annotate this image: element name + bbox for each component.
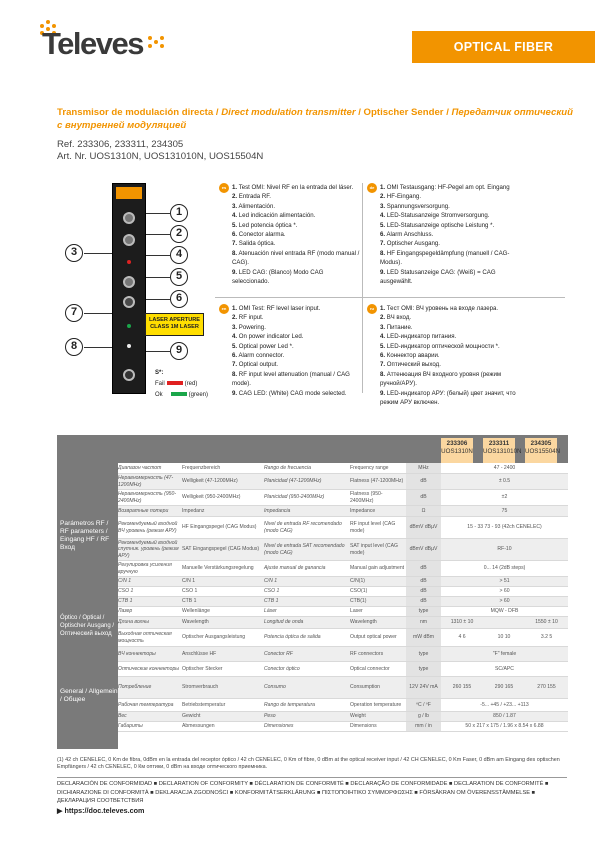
table-row bbox=[118, 647, 568, 662]
cell-value-233306: 260 155 bbox=[452, 684, 472, 691]
cell-es: Conector óptico bbox=[264, 665, 300, 672]
list-item: 9. LED-индикатор АРУ: (белый) цвет значит, что режим АРУ включен. bbox=[380, 389, 516, 407]
cell-es: CTB 1 bbox=[264, 598, 279, 605]
cell-unit: type bbox=[406, 662, 441, 676]
cell-en: Laser bbox=[350, 608, 363, 615]
cell-es: Conector RF bbox=[264, 650, 293, 657]
list-item: 4. LED-индикатор питания. bbox=[380, 333, 457, 341]
cell-de: CTB 1 bbox=[182, 598, 197, 605]
list-item: 2. Entrada RF. bbox=[232, 193, 271, 201]
cell-en: Weight bbox=[350, 713, 366, 720]
cell-de: Impedanz bbox=[182, 507, 205, 514]
cell-de: C/N 1 bbox=[182, 578, 196, 585]
cell-value: RF-10 bbox=[497, 546, 512, 553]
callout-8: 8 bbox=[65, 338, 83, 356]
callout-4: 4 bbox=[170, 246, 188, 264]
cell-de: Betriebstemperatur bbox=[182, 701, 226, 708]
cell-ru: ВЧ коннекторы bbox=[118, 650, 156, 657]
cell-ru: Вес bbox=[118, 713, 127, 720]
list-item: 6. Alarm connector. bbox=[232, 352, 285, 360]
list-item: 7. Optischer Ausgang. bbox=[380, 240, 440, 248]
table-row bbox=[118, 597, 568, 607]
cell-es: Consumo bbox=[264, 684, 286, 691]
cell-de: CSO 1 bbox=[182, 588, 198, 595]
cell-de: Optischer Stecker bbox=[182, 665, 223, 672]
list-item: 7. Salida óptica. bbox=[232, 240, 276, 248]
cell-value-233311: 10 10 bbox=[497, 634, 511, 641]
table-row bbox=[118, 617, 568, 629]
table-row bbox=[118, 712, 568, 722]
cell-unit: dB bbox=[406, 597, 441, 606]
callout-2: 2 bbox=[170, 225, 188, 243]
callout-5: 5 bbox=[170, 268, 188, 286]
cell-unit: MHz bbox=[406, 463, 441, 473]
list-item: 6. Alarm Anschluss. bbox=[380, 231, 434, 239]
cell-value: -5... +45 / +23... +113 bbox=[480, 701, 529, 708]
cell-ru: Потребление bbox=[118, 684, 152, 691]
cell-ru: CTB 1 bbox=[118, 598, 133, 605]
table-row bbox=[118, 577, 568, 587]
table-row bbox=[118, 629, 568, 647]
list-item: 4. On power indicator Led. bbox=[232, 333, 304, 341]
brand-logo: Televes bbox=[42, 26, 143, 61]
cell-value-233311 bbox=[483, 617, 525, 628]
cell-es: Impedancia bbox=[264, 507, 291, 514]
cell-de: Wavelength bbox=[182, 619, 209, 626]
lang-badge-en: en bbox=[219, 304, 229, 314]
cell-value-233306: 4 6 bbox=[458, 634, 466, 641]
list-item: 3. Alimentación. bbox=[232, 202, 276, 210]
cell-value: 15 - 33 73 - 93 (42ch CENELEC) bbox=[467, 524, 542, 531]
cell-en: Output optical power bbox=[350, 634, 397, 641]
cell-ru: Рекомендуемый входной ВЧ уровень (режим АРУ) bbox=[118, 521, 178, 534]
callout-7: 7 bbox=[65, 304, 83, 322]
list-item: 3. Spannungsversorgung. bbox=[380, 202, 450, 210]
lang-badge-es: es bbox=[219, 183, 229, 193]
callout-4-line bbox=[146, 255, 170, 256]
table-row bbox=[118, 677, 568, 699]
callout-1: 1 bbox=[170, 204, 188, 222]
list-item: 4. LED-Statusanzeige Stromversorgung. bbox=[380, 212, 490, 220]
cell-value: > 60 bbox=[499, 598, 510, 605]
cell-value: 75 bbox=[501, 507, 508, 514]
list-item: 6. Conector alarma. bbox=[232, 231, 286, 239]
list-item: 5. LED-индикатор оптической мощности *. bbox=[380, 342, 500, 350]
cell-es: CSO 1 bbox=[264, 588, 280, 595]
cell-en: Wavelength bbox=[350, 619, 377, 626]
cell-en: RF connectors bbox=[350, 650, 384, 657]
cell-unit: dB bbox=[406, 490, 441, 505]
cell-de: Anschlüsse HF bbox=[182, 650, 217, 657]
cell-ru: Габариты bbox=[118, 723, 143, 730]
cell-ru: Неравномерность (47-1200MHz) bbox=[118, 475, 174, 488]
list-item: 2. HF-Eingang. bbox=[380, 193, 422, 201]
declaration-of-conformity: DECLARACIÓN DE CONFORMIDAD ■ DECLARATION OF CONFORMITY ■ DÉCLARATION DE CONFORMITÉ ■ DECLARAÇÃO DE CONFORMIDADE ■ DECLARATION DE CONFORMITÉ ■ DICHIARAZIONE DI CONFORMITÀ ■ DEKLARACJA ZGODNOŚCI ■ KONFORMITÄTSERKLÄRUNG ■ ΠΙΣΤΟΠΟΙΗΤΙΚΟ ΣΥΜΜΟΡΦΩΣΗΣ ■ FÖRSÄKRAN OM ÖVERENSSTÄMMELSE ■ ДЕКЛАРАЦИЯ СООТВЕТСТВИЯ bbox=[57, 781, 549, 805]
cell-en: Optical connector bbox=[350, 665, 390, 672]
rf-input-connector bbox=[123, 234, 135, 246]
cell-unit: dB bbox=[406, 577, 441, 586]
cell-value: ± 0.5 bbox=[498, 478, 511, 485]
cell-es: Rango de temperatura bbox=[264, 701, 315, 708]
cell-en: Consumption bbox=[350, 684, 381, 691]
table-row bbox=[118, 587, 568, 597]
cell-unit: ºC / ºF bbox=[406, 699, 441, 711]
cell-unit: dB bbox=[406, 587, 441, 596]
cell-es: Potencia óptica de salida bbox=[264, 634, 321, 641]
callout-9-line bbox=[146, 351, 170, 352]
cell-de: Wellenlänge bbox=[182, 608, 210, 615]
cell-en: Operation temperature bbox=[350, 701, 402, 708]
cell-ru: Выходная оптическая мощность bbox=[118, 631, 172, 644]
cell-en: Flatness (950-2400MHz) bbox=[350, 491, 383, 504]
list-item: 9. LED CAG: (Blanco) Modo CAG seleccionado. bbox=[232, 268, 324, 286]
fail-swatch bbox=[167, 381, 183, 385]
cell-es: Ajuste manual de ganancia bbox=[264, 565, 326, 572]
article-numbers: Art. Nr. UOS1310N, UOS131010N, UOS15504N bbox=[57, 151, 264, 162]
cell-de: Abmessungen bbox=[182, 723, 215, 730]
attenuator-knob bbox=[123, 369, 135, 381]
cell-en: CTB(1) bbox=[350, 598, 367, 605]
cell-es: C/N 1 bbox=[264, 578, 278, 585]
cell-ru: Неравномерность (950-2400MHz) bbox=[118, 491, 177, 504]
callout-2-line bbox=[146, 234, 170, 235]
list-item: 5. Led potencia óptica *. bbox=[232, 221, 298, 229]
model-header-2: 233311 UOS131010N bbox=[483, 438, 515, 463]
column-divider bbox=[362, 183, 363, 393]
table-row bbox=[118, 463, 568, 474]
list-item: 7. Optical output. bbox=[232, 361, 279, 369]
cell-unit: dBmV dBµV bbox=[406, 539, 441, 560]
cell-ru: Возвратные потери bbox=[118, 507, 169, 514]
cell-en: CSO(1) bbox=[350, 588, 368, 595]
cell-unit: 12V 24V mA bbox=[406, 677, 441, 698]
panel-label-stripe bbox=[116, 187, 142, 199]
cell-en: C/N(1) bbox=[350, 578, 365, 585]
list-item: 1. OMI Test: RF level laser input. bbox=[232, 305, 321, 312]
table-row bbox=[118, 490, 568, 506]
table-row bbox=[118, 561, 568, 577]
cell-value-234305: 270 155 bbox=[537, 684, 556, 691]
cell-ru: Рекомендуемый входной спутник. уровень (режим АРУ) bbox=[118, 540, 179, 559]
list-item: 1. OMI Testausgang: HF-Pegel am opt. Eingang bbox=[380, 184, 510, 191]
lang-badge-ru: ru bbox=[367, 304, 377, 314]
callout-3: 3 bbox=[65, 244, 83, 262]
list-item: 8. RF input level attenuation (manual / CAG mode). bbox=[232, 370, 350, 388]
cell-es: Planicidad (47-1200MHz) bbox=[264, 478, 322, 485]
cell-ru: Лазер bbox=[118, 608, 133, 615]
callout-6-line bbox=[146, 299, 170, 300]
list-item: 1. Тест OMI: ВЧ уровень на входе лазера. bbox=[380, 305, 499, 312]
cell-en: Dimensions bbox=[350, 723, 377, 730]
callout-7-line bbox=[84, 313, 112, 314]
group-label-optical: Óptico / Optical / Optischer Ausgang / Оптический выход bbox=[57, 609, 118, 642]
cell-unit: mm / in bbox=[406, 722, 441, 731]
cell-value-233311: 290 165 bbox=[494, 684, 514, 691]
list-item: 4. Led indicación alimentación. bbox=[232, 212, 316, 220]
list-item: 8. HF Eingangspegeldämpfung (manuell / CAG-Modus). bbox=[380, 249, 510, 267]
callout-8-line bbox=[84, 347, 112, 348]
list-item: 2. RF input. bbox=[232, 314, 264, 322]
list-item: 1. Test OMI: Nivel RF en la entrada del láser. bbox=[232, 184, 354, 191]
callout-1-line bbox=[146, 213, 170, 214]
cell-value: 850 / 1.87 bbox=[493, 713, 516, 720]
transmitter-front-panel bbox=[112, 183, 146, 394]
cell-unit: dB bbox=[406, 474, 441, 489]
legend-list-en bbox=[232, 304, 360, 398]
footnote: (1) 42 ch CENELEC, 0 Km de fibra, 0dBm en la entrada del receptor óptico / 42 ch CENELEC, 0 Km of fibre, 0 dBm at the optical receiver input / 42 CH CENELEC, 0 Km Faser, 0 dBm am Eingang des optischen Empfängers / 42 ch CENELEC, 0 Км оптики, 0 dBm на входе оптического приемника. bbox=[57, 757, 560, 770]
table-row bbox=[118, 474, 568, 490]
cell-es: Peso bbox=[264, 713, 276, 720]
cell-value: MQW - DFB bbox=[490, 608, 519, 615]
cell-de: Stromverbrauch bbox=[182, 684, 219, 691]
cag-led bbox=[127, 344, 131, 348]
status-legend-title: S*: bbox=[155, 370, 164, 376]
reference-numbers: Ref. 233306, 233311, 234305 bbox=[57, 139, 184, 150]
cell-es: Planicidad (950-2400MHz) bbox=[264, 494, 325, 501]
cell-ru: Оптические коннекторы bbox=[118, 665, 180, 672]
cell-unit: dBmV dBµV bbox=[406, 517, 441, 538]
cell-es: Nivel de entrada RF recomendado (modo CAG) bbox=[264, 521, 342, 534]
cell-en: SAT input level (CAG mode) bbox=[350, 543, 398, 556]
cell-en: RF input level (CAG mode) bbox=[350, 521, 396, 534]
cell-de: HF Eingangspegel (CAG Modus) bbox=[182, 524, 257, 531]
table-row bbox=[118, 662, 568, 677]
product-title: Transmisor de modulación directa / Direct modulation transmitter / Optischer Sender / Передатчик оптический с внутренней модуляцией bbox=[57, 107, 573, 131]
optical-output-connector bbox=[123, 296, 135, 308]
cell-unit: Ω bbox=[406, 506, 441, 516]
omi-test-connector bbox=[123, 212, 135, 224]
table-row bbox=[118, 699, 568, 712]
list-item: 8. Atenuación nivel entrada RF (modo manual / CAG). bbox=[232, 249, 360, 267]
cell-value: "F" female bbox=[492, 650, 517, 657]
cell-de: Frequenzbereich bbox=[182, 464, 221, 471]
status-legend-fail: Fail (red) bbox=[155, 381, 198, 387]
callout-6: 6 bbox=[170, 290, 188, 308]
cell-ru: Диапазон частот bbox=[118, 464, 162, 471]
callout-9: 9 bbox=[170, 342, 188, 360]
row-divider bbox=[215, 297, 565, 298]
cell-unit: type bbox=[406, 607, 441, 616]
power-led bbox=[127, 260, 131, 264]
cell-value: > 60 bbox=[499, 588, 510, 595]
cell-de: Manuelle Verstärkungsregelung bbox=[182, 565, 254, 572]
list-item: 5. Optical power Led *. bbox=[232, 342, 294, 350]
laser-warning-label: LASER APERTURE CLASS 1M LASER bbox=[145, 313, 204, 336]
category-banner: OPTICAL FIBER bbox=[412, 31, 595, 63]
cell-en: Flatness (47-1200MHz) bbox=[350, 478, 404, 485]
list-item: 9. LED Statusanzeige CAG: (Weiß) = CAG ausgewählt. bbox=[380, 268, 496, 286]
lang-badge-de: de bbox=[367, 183, 377, 193]
documentation-link[interactable]: ▶ https://doc.televes.com bbox=[57, 806, 145, 815]
cell-unit: g / lb bbox=[406, 712, 441, 721]
cell-value: 0... 14 (2dB steps) bbox=[483, 565, 526, 572]
cell-de: SAT Eingangspegel (CAG Modus) bbox=[182, 546, 260, 553]
cell-es: Longitud de onda bbox=[264, 619, 304, 626]
model-header-3: 234305 UOS15504N bbox=[525, 438, 557, 463]
cell-es: Dimensiones bbox=[264, 723, 294, 730]
list-item: 7. Оптический выход. bbox=[380, 361, 441, 369]
table-row bbox=[118, 607, 568, 617]
list-item: 6. Коннектор аварии. bbox=[380, 352, 440, 360]
cell-value-234305: 3.2 5 bbox=[540, 634, 553, 641]
cell-en: Frequency range bbox=[350, 464, 389, 471]
legend-list-de bbox=[380, 183, 522, 286]
callout-3-line bbox=[84, 253, 112, 254]
list-item: 3. Powering. bbox=[232, 323, 266, 331]
cell-de: Gewicht bbox=[182, 713, 201, 720]
cell-en: Impedance bbox=[350, 507, 376, 514]
callout-5-line bbox=[146, 277, 170, 278]
table-row bbox=[118, 506, 568, 517]
status-legend-ok: Ok (green) bbox=[155, 392, 209, 398]
cell-ru: CSO 1 bbox=[118, 588, 134, 595]
cell-de: Welligkeit (47-1200MHz) bbox=[182, 478, 238, 485]
table-row bbox=[118, 722, 568, 732]
list-item: 5. LED-Statusanzeige optische Leistung *. bbox=[380, 221, 495, 229]
cell-ru: C/N 1 bbox=[118, 578, 132, 585]
legend-list-es bbox=[232, 183, 360, 286]
cell-de: Optischer Ausgangsleistung bbox=[182, 634, 246, 641]
cell-ru: Длина волны bbox=[118, 619, 150, 626]
cell-value: SC/APC bbox=[495, 665, 514, 672]
cell-es: Láser bbox=[264, 608, 277, 615]
cell-value: 50 x 217 x 175 / 1.96 x 8.54 x 6.88 bbox=[465, 723, 544, 730]
cell-es: Rango de frecuencia bbox=[264, 464, 312, 471]
model-header-1: 233306 UOS1310N bbox=[441, 438, 473, 463]
table-row bbox=[118, 517, 568, 539]
cell-de: Welligkeit (950-2400MHz) bbox=[182, 494, 241, 501]
table-row bbox=[118, 539, 568, 561]
list-item: 8. Аттенюация ВЧ входного уровня (режим ручной/АРУ). bbox=[380, 370, 502, 388]
cell-value: 47 - 2400 bbox=[493, 464, 516, 471]
footer-divider bbox=[57, 777, 567, 778]
cell-unit: nm bbox=[406, 617, 441, 628]
list-item: 3. Питание. bbox=[380, 323, 413, 331]
cell-en: Manual gain adjustment bbox=[350, 565, 405, 572]
list-item: 9. CAG LED: (White) CAG mode selected. bbox=[232, 389, 347, 397]
optical-power-led bbox=[127, 324, 131, 328]
alarm-connector bbox=[123, 276, 135, 288]
cell-value-233306: 1310 ± 10 bbox=[450, 619, 474, 626]
cell-value: ±2 bbox=[501, 494, 508, 501]
group-label-rf: Parámetros RF / RF parameters / Eingang HF / RF Вход bbox=[57, 463, 118, 609]
cell-es: Nivel de entrada SAT recomendado (modo CAG) bbox=[264, 543, 345, 556]
list-item: 2. ВЧ вход. bbox=[380, 314, 412, 322]
cell-unit: type bbox=[406, 647, 441, 661]
ok-swatch bbox=[171, 392, 187, 396]
legend-list-ru bbox=[380, 304, 522, 407]
logo-dots-right bbox=[148, 36, 168, 50]
cell-unit: mW dBm bbox=[406, 629, 441, 646]
cell-unit: dB bbox=[406, 561, 441, 576]
cell-ru: Рабочая температура bbox=[118, 701, 174, 708]
group-label-general: General / Allgemein / Общее bbox=[57, 642, 118, 749]
cell-ru: Регулировка усиления вручную bbox=[118, 562, 172, 575]
cell-value-234305: 1550 ± 10 bbox=[535, 619, 558, 626]
cell-value: > 51 bbox=[499, 578, 510, 585]
